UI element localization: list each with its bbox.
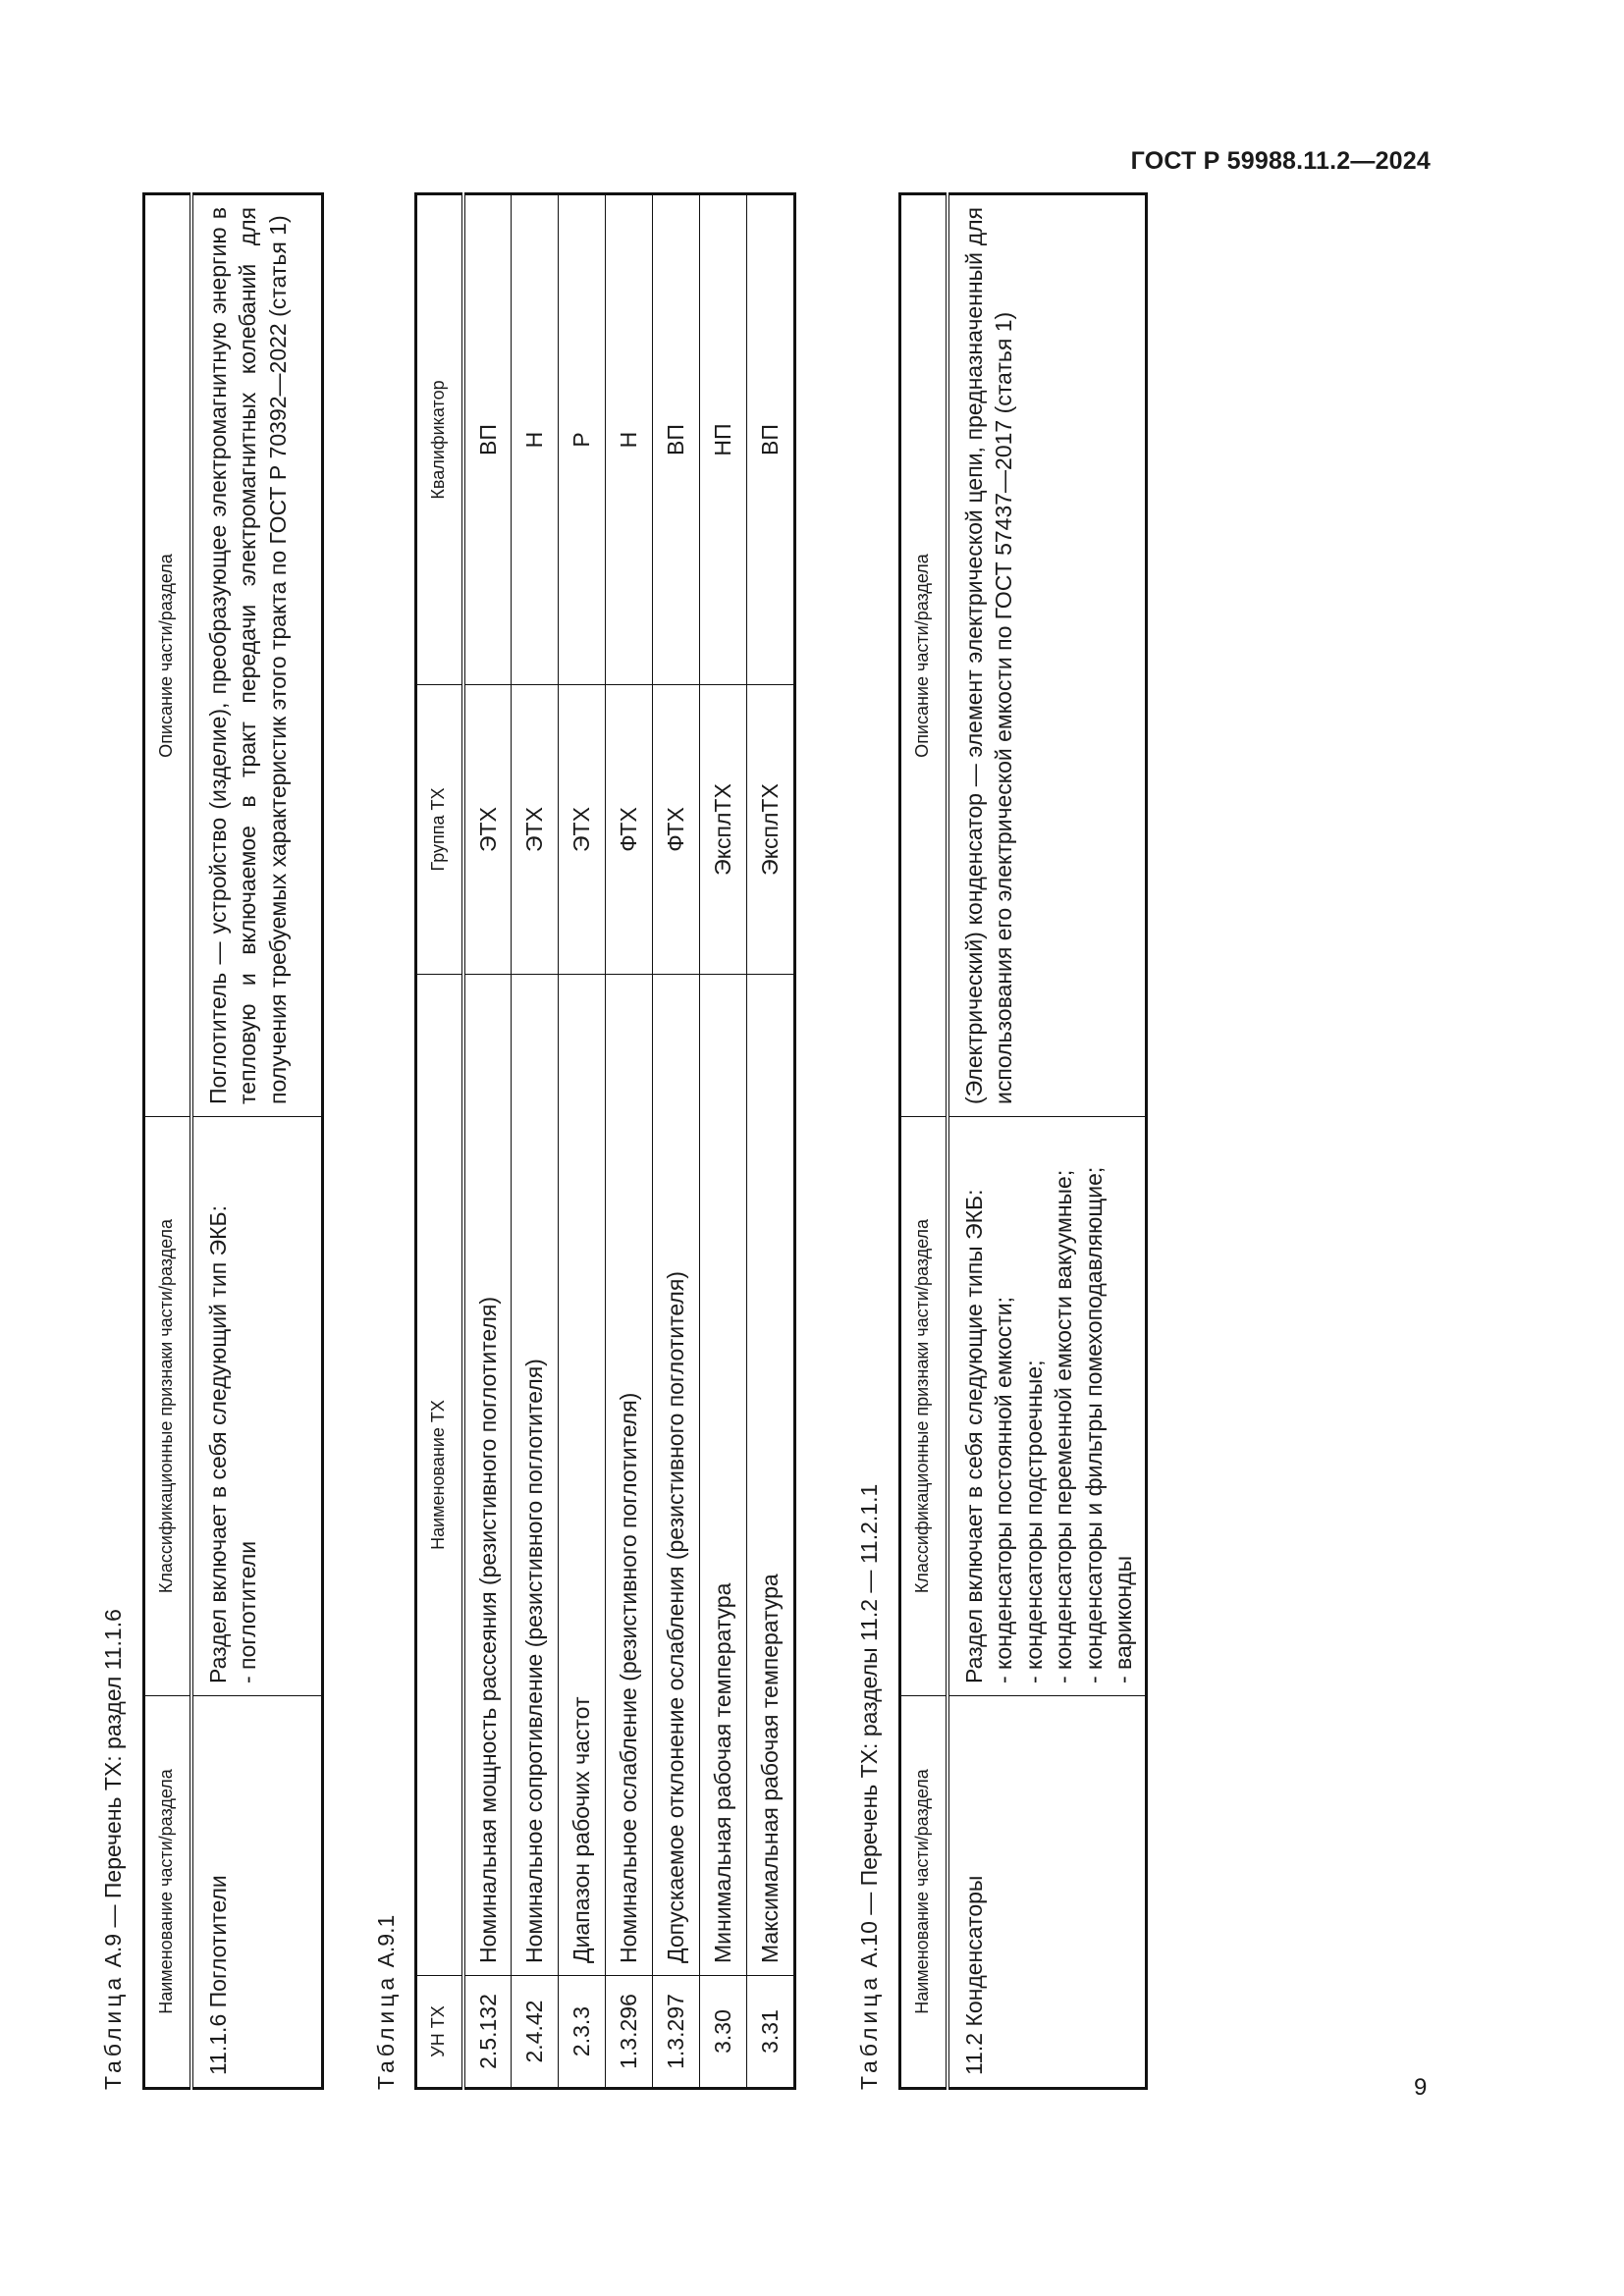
classification-cell — [947, 1117, 1147, 1696]
header-cell: Наименование ТХ — [416, 975, 463, 1976]
header-cell: Классификационные признаки части/раздела — [900, 1117, 947, 1696]
group-cell: ЭТХ — [559, 685, 606, 975]
page-number: 9 — [1414, 2074, 1428, 2101]
code-cell: 1.3.297 — [653, 1976, 700, 2089]
group-cell: ЭксплТХ — [700, 685, 747, 975]
table-a10 — [898, 192, 1148, 2090]
classification-item: - конденсаторы переменной емкости вакуумные; — [1051, 1169, 1077, 1683]
name-cell: Номинальная мощность рассеяния (резистивного поглотителя) — [463, 975, 512, 1976]
caption-text: А.9 — Перечень ТХ: раздел 11.1.6 — [100, 1609, 126, 1968]
classification-item: - вариконды — [1110, 1555, 1137, 1683]
header-cell: УН ТХ — [416, 1976, 463, 2089]
qualifier-cell: ВП — [463, 194, 512, 685]
header-cell: Описание части/раздела — [144, 194, 191, 1117]
caption-prefix: Таблица — [100, 1973, 126, 2090]
classification-item: - поглотители — [235, 1540, 261, 1683]
classification-item: - конденсаторы и фильтры помехоподавляющие; — [1080, 1166, 1107, 1683]
part-name-cell: 11.1.6 Поглотители — [191, 1696, 323, 2089]
header-cell: Классификационные признаки части/раздела — [144, 1117, 191, 1696]
name-cell: Минимальная рабочая температура — [700, 975, 747, 1976]
code-cell: 1.3.296 — [606, 1976, 653, 2089]
document-code: ГОСТ Р 59988.11.2—2024 — [1130, 147, 1431, 175]
group-cell: ФТХ — [606, 685, 653, 975]
caption-text: А.9.1 — [373, 1914, 399, 1968]
qualifier-cell: ВП — [747, 194, 795, 685]
classification-intro: Раздел включает в себя следующий тип ЭКБ: — [204, 1204, 231, 1683]
part-name-cell: 11.2 Конденсаторы — [947, 1696, 1147, 2089]
table-row — [463, 194, 512, 2089]
caption-text: А.10 — Перечень ТХ: разделы 11.2 — 11.2.1.1 — [856, 1483, 882, 1968]
name-cell: Допускаемое отклонение ослабления (резистивного поглотителя) — [653, 975, 700, 1976]
name-cell: Номинальное сопротивление (резистивного поглотителя) — [512, 975, 559, 1976]
qualifier-cell: НП — [700, 194, 747, 685]
classification-item: - конденсаторы подстроечные; — [1020, 1360, 1047, 1683]
table-row — [606, 194, 653, 2089]
table-a10-caption — [856, 1484, 883, 2090]
description-cell: (Электрический) конденсатор — элемент электрической цепи, предназначенный для использования его электрической емкости по ГОСТ 57437—2017 (статья 1) — [947, 194, 1147, 1117]
qualifier-cell: Р — [559, 194, 606, 685]
code-cell: 2.5.132 — [463, 1976, 512, 2089]
name-cell: Номинальное ослабление (резистивного поглотителя) — [606, 975, 653, 1976]
classification-intro: Раздел включает в себя следующие типы ЭКБ: — [960, 1189, 987, 1683]
table-row — [191, 194, 323, 2089]
code-cell: 3.30 — [700, 1976, 747, 2089]
table-row — [947, 194, 1147, 2089]
classification-cell — [191, 1117, 323, 1696]
table-a9 — [142, 192, 324, 2090]
classification-item: - конденсаторы постоянной емкости; — [991, 1296, 1017, 1683]
code-cell: 3.31 — [747, 1976, 795, 2089]
table-row — [700, 194, 747, 2089]
rotated-content — [100, 195, 1239, 2090]
caption-prefix: Таблица — [856, 1973, 882, 2090]
header-cell: Наименование части/раздела — [900, 1696, 947, 2089]
qualifier-cell: ВП — [653, 194, 700, 685]
qualifier-cell: Н — [606, 194, 653, 685]
group-cell: ЭксплТХ — [747, 685, 795, 975]
name-cell: Диапазон рабочих частот — [559, 975, 606, 1976]
description-cell: Поглотитель — устройство (изделие), преобразующее электромагнитную энергию в тепловую и включаемое в тракт передачи электромагнитных колебаний для получения требуемых характеристик этого тракта по ГОСТ Р 70392—2022 (статья 1) — [191, 194, 323, 1117]
table-row — [512, 194, 559, 2089]
group-cell: ЭТХ — [512, 685, 559, 975]
table-a91-caption — [373, 1915, 400, 2090]
table-row — [653, 194, 700, 2089]
table-a91 — [414, 192, 796, 2090]
name-cell: Максимальная рабочая температура — [747, 975, 795, 1976]
qualifier-cell: Н — [512, 194, 559, 685]
table-row — [747, 194, 795, 2089]
group-cell: ЭТХ — [463, 685, 512, 975]
header-cell: Квалификатор — [416, 194, 463, 685]
header-cell: Наименование части/раздела — [144, 1696, 191, 2089]
group-cell: ФТХ — [653, 685, 700, 975]
caption-prefix: Таблица — [373, 1973, 399, 2090]
header-cell: Группа ТХ — [416, 685, 463, 975]
code-cell: 2.4.42 — [512, 1976, 559, 2089]
header-cell: Описание части/раздела — [900, 194, 947, 1117]
code-cell: 2.3.3 — [559, 1976, 606, 2089]
table-row — [559, 194, 606, 2089]
table-a9-caption — [100, 1609, 127, 2090]
